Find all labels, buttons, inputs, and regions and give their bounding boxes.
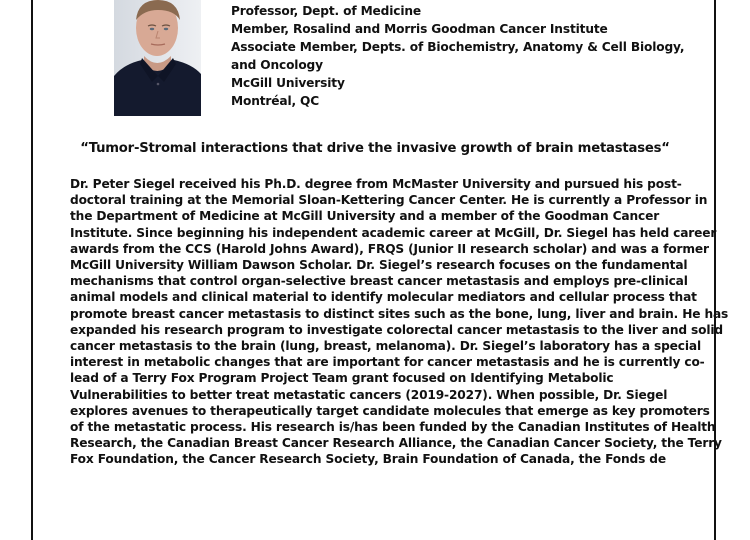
bio-line: animal models and clinical material to identify molecular mediators and cellular process that — [70, 290, 697, 305]
bio-line: Research, the Canadian Breast Cancer Research Alliance, the Canadian Cancer Society, the Terry — [70, 436, 722, 451]
affiliation-line: Professor, Dept. of Medicine — [231, 4, 422, 18]
bio-line: Institute. Since beginning his independent academic career at McGill, Dr. Siegel has held career — [70, 225, 717, 240]
speaker-photo — [114, 0, 201, 116]
bio-line: Vulnerabilities to better treat metastatic cancers (2019-2027). When possible, Dr. Siegel — [70, 387, 668, 402]
bio-line: awards from the CCS (Harold Johns Award), FRQS (Junior II research scholar) and was a former — [70, 241, 709, 256]
affiliation-line: McGill University — [231, 76, 345, 90]
bio-line: expanded his research program to investigate colorectal cancer metastasis to the liver and solid — [70, 322, 723, 337]
affiliation-line: Member, Rosalind and Morris Goodman Cancer Institute — [231, 22, 608, 36]
talk-title: “Tumor-Stromal interactions that drive the invasive growth of brain metastases“ — [80, 141, 670, 156]
speaker-affiliations — [231, 2, 684, 110]
bio-line: Fox Foundation, the Cancer Research Society, Brain Foundation of Canada, the Fonds de — [70, 452, 666, 467]
bio-line: mechanisms that control organ-selective breast cancer metastasis and employs pre-clinical — [70, 274, 688, 289]
bio-line: cancer metastasis to the brain (lung, breast, melanoma). Dr. Siegel’s laboratory has a special — [70, 339, 702, 354]
bio-line: explores avenues to therapeutically target candidate molecules that emerge as key promoters — [70, 403, 710, 418]
bio-line: the Department of Medicine at McGill University and a member of the Goodman Cancer — [70, 209, 660, 224]
bio-line: interest in metabolic changes that are important for cancer metastasis and he is currently co- — [70, 355, 705, 370]
affiliation-line: Montréal, QC — [231, 94, 320, 108]
affiliation-line: Associate Member, Depts. of Biochemistry, Anatomy & Cell Biology, — [231, 40, 685, 54]
bio-line: McGill University William Dawson Scholar. Dr. Siegel’s research focuses on the fundamental — [70, 258, 688, 273]
bio-line: of the metastatic process. His research is/has been funded by the Canadian Institutes of Health — [70, 420, 716, 435]
bio-line: lead of a Terry Fox Program Project Team grant focused on Identifying Metabolic — [70, 371, 614, 386]
speaker-biography — [70, 176, 729, 468]
portrait-image-icon — [114, 0, 201, 116]
affiliation-line: and Oncology — [231, 58, 323, 72]
bio-line: doctoral training at the Memorial Sloan-Kettering Cancer Center. He is currently a Professor in — [70, 193, 708, 208]
bio-line: Dr. Peter Siegel received his Ph.D. degree from McMaster University and pursued his post- — [70, 177, 682, 191]
bio-line: promote breast cancer metastasis to distinct sites such as the bone, lung, liver and brain. He has — [70, 306, 729, 321]
